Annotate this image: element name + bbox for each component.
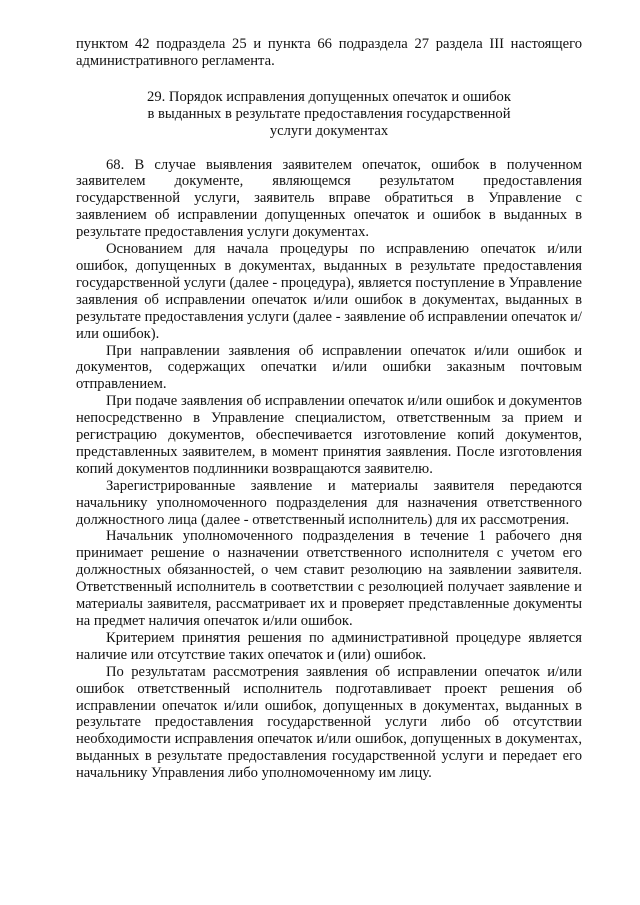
paragraph-results: По результатам рассмотрения заявления об исправлении опечаток и/или ошибок ответственный исполнитель подготавливает проект решения об исправлении опечаток и/или ошибок, допущенных в документах, выданных в результате предоставления государственной услуги либо об отсутствии необходимости исправления опечаток и/или ошибок, допущенных в документах, выданных в результате предоставления государственной услуги и передает его начальнику Управления либо уполномоченному им лицу. [76,663,582,782]
intro-paragraph: пунктом 42 подраздела 25 и пункта 66 подраздела 27 раздела III настоящего административного регламента. [76,36,582,69]
paragraph-in-person: При подаче заявления об исправлении опечаток и/или ошибок и документов непосредственно в Управление специалистом, ответственным за прием и регистрацию документов, обеспечивается изготовление копий документов, представленных заявителем, в момент принятия заявления. После изготовления копий документов подлинники возвращаются заявителю. [76,393,582,477]
section-heading-line: 29. Порядок исправления допущенных опечаток и ошибок [147,88,511,105]
paragraph-registered: Зарегистрированные заявление и материалы заявителя передаются начальнику уполномоченного подразделения для назначения ответственного должностного лица (далее - ответственный исполнитель) для их рассмотрения. [76,477,582,528]
document-page [76,36,582,782]
paragraph-basis: Основанием для начала процедуры по исправлению опечаток и/или ошибок, допущенных в документах, выданных в результате предоставления государственной услуги (далее - процедура), является поступление в Управление заявления об исправлении опечаток и/или ошибок в документах, выданных в результате предоставления услуги (далее - заявление об исправлении опечаток и/или ошибок). [76,241,582,342]
paragraph-head-decision: Начальник уполномоченного подразделения в течение 1 рабочего дня принимает решение о назначении ответственного исполнителя с учетом его должностных обязанностей, о чем ставит резолюцию на заявлении заявителя. Ответственный исполнитель в соответствии с резолюцией получает заявление и материалы заявителя, рассматривает их и проверяет представленные документы на предмет наличия опечаток и/или ошибок. [76,528,582,629]
paragraph-criterion: Критерием принятия решения по административной процедуре является наличие или отсутствие таких опечаток и (или) ошибок. [76,629,582,663]
section-heading-line: в выданных в результате предоставления государственной [147,105,511,122]
paragraph-68: 68. В случае выявления заявителем опечаток, ошибок в полученном заявителем документе, являющемся результатом предоставления государственной услуги, заявитель вправе обратиться в Управление с заявлением об исправлении допущенных опечаток и ошибок в выданных в результате предоставления услуги документах. [76,156,582,241]
section-heading-line: услуги документах [269,122,389,139]
section-heading [76,89,582,140]
paragraph-mail: При направлении заявления об исправлении опечаток и/или ошибок и документов, содержащих опечатки и/или ошибки заказным почтовым отправлением. [76,342,582,393]
